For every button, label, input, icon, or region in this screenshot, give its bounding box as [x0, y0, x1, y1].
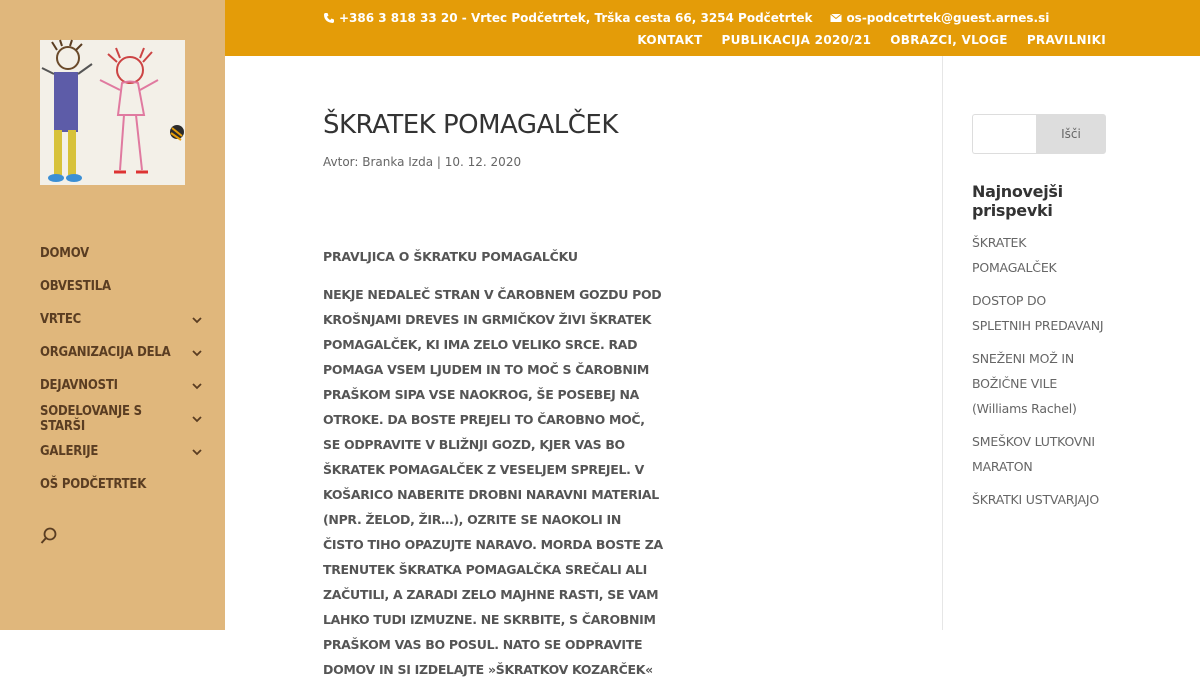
- phone-icon: [323, 12, 335, 24]
- post-date: 10. 12. 2020: [444, 155, 522, 170]
- content-divider: [942, 56, 943, 630]
- contact-email[interactable]: os-podcetrtek@guest.arnes.si: [846, 11, 1050, 25]
- author-link[interactable]: Branka Izda: [362, 155, 434, 170]
- recent-post-link[interactable]: ŠKRATKI USTVARJAJO: [972, 492, 1100, 507]
- top-navigation: [637, 33, 1106, 47]
- post-body: NEKJE NEDALEČ STRAN V ČAROBNEM GOZDU POD KROŠNJAMI DREVES IN GRMIČKOV ŽIVI ŠKRATEK POMAGALČEK, KI IMA ZELO VELIKO SRCE. RAD POMAGA VSEM LJUDEM IN TO MOČ S ČAROBNIM PRAŠKOM SIPA VSE NAOKROG, ŠE POSEBEJ NA OTROKE. DA BOSTE PREJELI TO ČAROBNO MOČ, SE ODPRAVITE V BLIŽNJI GOZD, KJER VAS BO ŠKRATEK POMAGALČEK Z VESELJEM SPREJEL. V KOŠARICO NABERITE DROBNI NARAVNI MATERIAL (NPR. ŽELOD, ŽIR…), OZRITE SE NAOKOLI IN ČISTO TIHO OPAZUJTE NARAVO. MORDA BOSTE ZA TRENUTEK ŠKRATKA POMAGALČKA SREČALI ALI ZAČUTILI, A ZARADI ZELO MAJHNE RASTI, SE VAM LAHKO TUDI IZMUZNE. NE SKRBITE, S ČAROBNIM PRAŠKOM VAS BO POSUL. NATO SE ODPRAVITE DOMOV IN SI IZDELAJTE »ŠKRATKOV KOZARČEK«: [323, 287, 663, 678]
- nav-item-label: OBVESTILA: [40, 279, 111, 294]
- nav-item-label: DOMOV: [40, 246, 89, 261]
- nav-item-label: GALERIJE: [40, 444, 99, 459]
- recent-posts-title: Najnovejši prispevki: [972, 182, 1063, 220]
- nav-item-organizacija-dela[interactable]: [40, 336, 205, 369]
- sidebar-search-toggle[interactable]: [40, 525, 205, 547]
- search-input[interactable]: [972, 114, 1036, 154]
- chevron-down-icon[interactable]: [189, 345, 205, 361]
- recent-post-link[interactable]: SNEŽENI MOŽ IN BOŽIČNE VILE (Williams Rachel): [972, 351, 1077, 416]
- main-navigation: [40, 237, 205, 501]
- search-icon: [40, 527, 58, 545]
- top-nav-kontakt[interactable]: KONTAKT: [637, 33, 703, 47]
- post-title: ŠKRATEK POMAGALČEK: [323, 110, 618, 140]
- nav-item-obvestila[interactable]: [40, 270, 205, 303]
- chevron-down-icon[interactable]: [189, 444, 205, 460]
- author-prefix: Avtor:: [323, 155, 363, 170]
- post-meta: [323, 155, 663, 169]
- nav-item-label: VRTEC: [40, 312, 82, 327]
- meta-separator: |: [433, 155, 445, 170]
- child-drawing-logo: [40, 40, 185, 185]
- search-button[interactable]: Išči: [1036, 114, 1106, 154]
- nav-item-label: DEJAVNOSTI: [40, 378, 118, 393]
- nav-item-os-podcetrtek[interactable]: [40, 468, 205, 501]
- chevron-down-icon[interactable]: [189, 411, 205, 427]
- contact-info: [323, 9, 1049, 27]
- left-sidebar: [0, 0, 225, 630]
- nav-item-label: OŠ PODČETRTEK: [40, 477, 147, 492]
- chevron-down-icon[interactable]: [189, 312, 205, 328]
- recent-post-link[interactable]: ŠKRATEK POMAGALČEK: [972, 235, 1057, 275]
- nav-item-sodelovanje-s-starsi[interactable]: [40, 402, 205, 435]
- top-header-bar: [225, 0, 1200, 56]
- search-widget: [972, 114, 1106, 154]
- post-subtitle: PRAVLJICA O ŠKRATKU POMAGALČKU: [323, 249, 578, 265]
- contact-phone: +386 3 818 33 20 - Vrtec Podčetrtek, Trška cesta 66, 3254 Podčetrtek: [339, 11, 813, 25]
- site-logo[interactable]: [40, 40, 185, 185]
- top-nav-publikacija[interactable]: PUBLIKACIJA 2020/21: [721, 33, 872, 47]
- nav-item-galerije[interactable]: [40, 435, 205, 468]
- top-nav-pravilniki[interactable]: PRAVILNIKI: [1026, 33, 1106, 47]
- chevron-down-icon[interactable]: [189, 378, 205, 394]
- recent-post-link[interactable]: DOSTOP DO SPLETNIH PREDAVANJ: [972, 293, 1104, 333]
- recent-posts-list: [972, 230, 1106, 512]
- nav-item-label: SODELOVANJE S STARŠI: [40, 403, 142, 434]
- top-nav-obrazci-vloge[interactable]: OBRAZCI, VLOGE: [890, 33, 1008, 47]
- recent-post-link[interactable]: SMEŠKOV LUTKOVNI MARATON: [972, 434, 1095, 474]
- nav-item-domov[interactable]: [40, 237, 205, 270]
- nav-item-dejavnosti[interactable]: [40, 369, 205, 402]
- right-sidebar: [972, 114, 1106, 520]
- envelope-icon: [830, 12, 842, 24]
- nav-item-label: ORGANIZACIJA DELA: [40, 345, 171, 360]
- post-article: [323, 110, 663, 682]
- nav-item-vrtec[interactable]: [40, 303, 205, 336]
